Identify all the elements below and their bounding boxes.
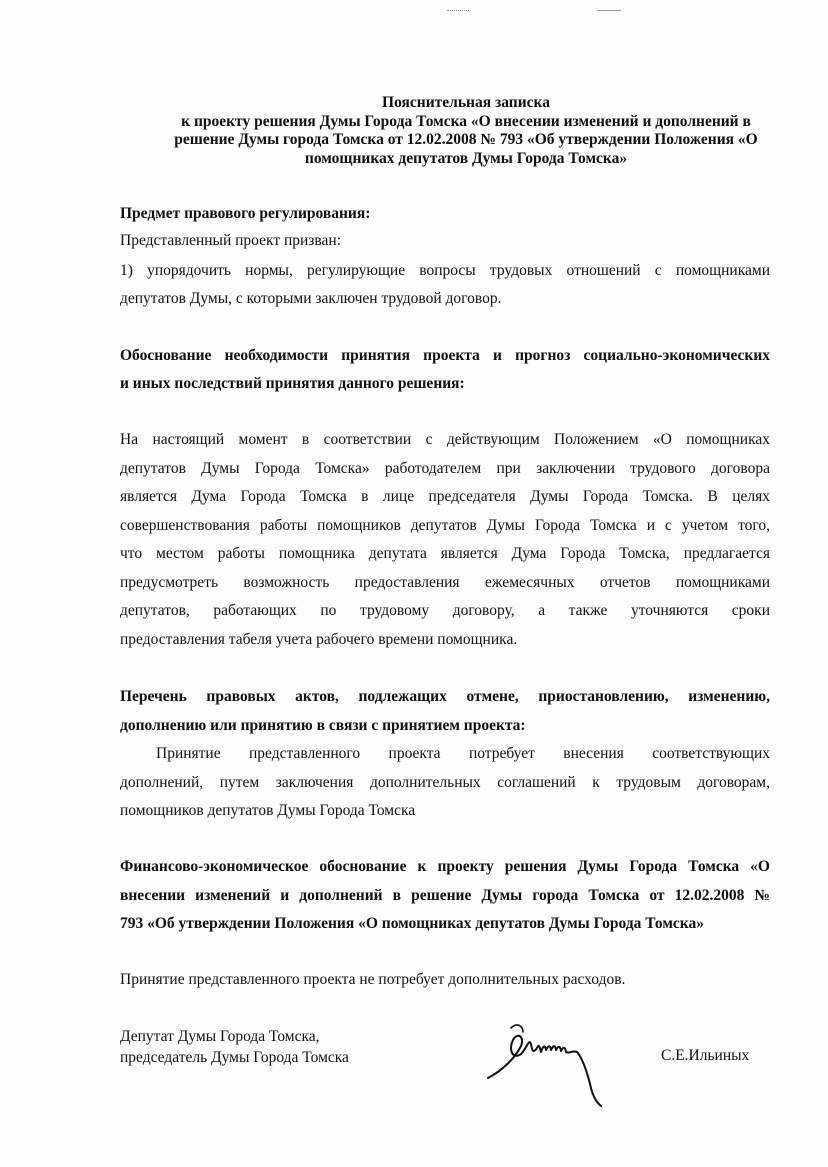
title-line-3: решение Думы города Томска от 12.02.2008 № 793 «Об утверждении Положения «О bbox=[174, 131, 758, 148]
section-financial-heading-line1: Финансово-экономическое обоснование к проекту решения Думы Города Томска «О bbox=[120, 858, 770, 875]
signatory-position-line2: председатель Думы Города Томска bbox=[120, 1049, 349, 1066]
title-line-2: к проекту решения Думы Города Томска «О внесении изменений и дополнений в bbox=[181, 112, 751, 130]
signatory-name: С.Е.Ильиных bbox=[661, 1047, 750, 1064]
document-title bbox=[118, 94, 814, 168]
section-legal-acts bbox=[120, 683, 770, 826]
section-subject-item-line1: 1) упорядочить нормы, регулирующие вопросы трудовых отношений с помощниками bbox=[120, 262, 770, 279]
body-line: депутатов, работающих по трудовому договору, а также уточняются сроки bbox=[120, 602, 770, 619]
section-justification-body bbox=[120, 426, 770, 654]
section-financial-text: Принятие представленного проекта не потребует дополнительных расходов. bbox=[120, 971, 626, 988]
title-line-1: Пояснительная записка bbox=[382, 94, 550, 111]
body-line: совершенствования работы помощников депутатов Думы Города Томска и с учетом того, bbox=[120, 516, 770, 534]
signatory-position bbox=[120, 1026, 349, 1068]
section-legal-acts-heading-line2: дополнению или принятию в связи с принятием проекта: bbox=[120, 716, 526, 734]
section-justification-heading-line2: и иных последствий принятия данного решения: bbox=[120, 375, 465, 392]
section-financial-heading-line3: 793 «Об утверждении Положения «О помощниках депутатов Думы Города Томска» bbox=[120, 915, 704, 932]
section-subject-heading: Предмет правового регулирования: bbox=[120, 205, 371, 222]
title-line-4: помощниках депутатов Думы Города Томска» bbox=[304, 149, 628, 167]
body-line: предоставления табеля учета рабочего времени помощника. bbox=[120, 630, 518, 648]
body-line: депутатов Думы Города Томска» работодателем при заключении трудового договора bbox=[120, 459, 770, 477]
body-line: что местом работы помощника депутата является Дума Города Томска, предлагается bbox=[120, 545, 770, 562]
scan-marks bbox=[0, 6, 828, 16]
section-financial-body bbox=[120, 969, 770, 991]
section-subject-intro: Представленный проект призван: bbox=[120, 232, 342, 249]
section-subject bbox=[120, 200, 770, 313]
section-financial bbox=[120, 853, 770, 939]
section-legal-acts-body-line1: Принятие представленного проекта потребует внесения соответствующих bbox=[156, 745, 770, 762]
section-justification-heading bbox=[120, 342, 770, 398]
section-justification-heading-line1: Обоснование необходимости принятия проекта и прогноз социально-экономических bbox=[120, 347, 770, 364]
section-financial-heading-line2: внесении изменений и дополнений в решение Думы города Томска от 12.02.2008 № bbox=[120, 886, 770, 904]
section-legal-acts-body-line3: помощников депутатов Думы Города Томска bbox=[120, 802, 416, 819]
body-line: На настоящий момент в соответствии с действующим Положением «О помощниках bbox=[120, 431, 770, 448]
body-line: предусмотреть возможность предоставления ежемесячных отчетов помощниками bbox=[120, 573, 770, 591]
section-legal-acts-heading-line1: Перечень правовых актов, подлежащих отмене, приостановлению, изменению, bbox=[120, 688, 770, 705]
body-line: является Дума Города Томска в лице председателя Думы Города Томска. В целях bbox=[120, 488, 770, 505]
section-legal-acts-body-line2: дополнений, путем заключения дополнительных соглашений к трудовым договорам, bbox=[120, 773, 770, 791]
scan-mark-dotted bbox=[447, 10, 469, 11]
handwritten-signature bbox=[483, 1010, 613, 1110]
signatory-position-line1: Депутат Думы Города Томска, bbox=[120, 1028, 320, 1045]
section-subject-item-line2: депутатов Думы, с которыми заключен трудовой договор. bbox=[120, 290, 502, 307]
scan-mark-line bbox=[597, 10, 621, 11]
